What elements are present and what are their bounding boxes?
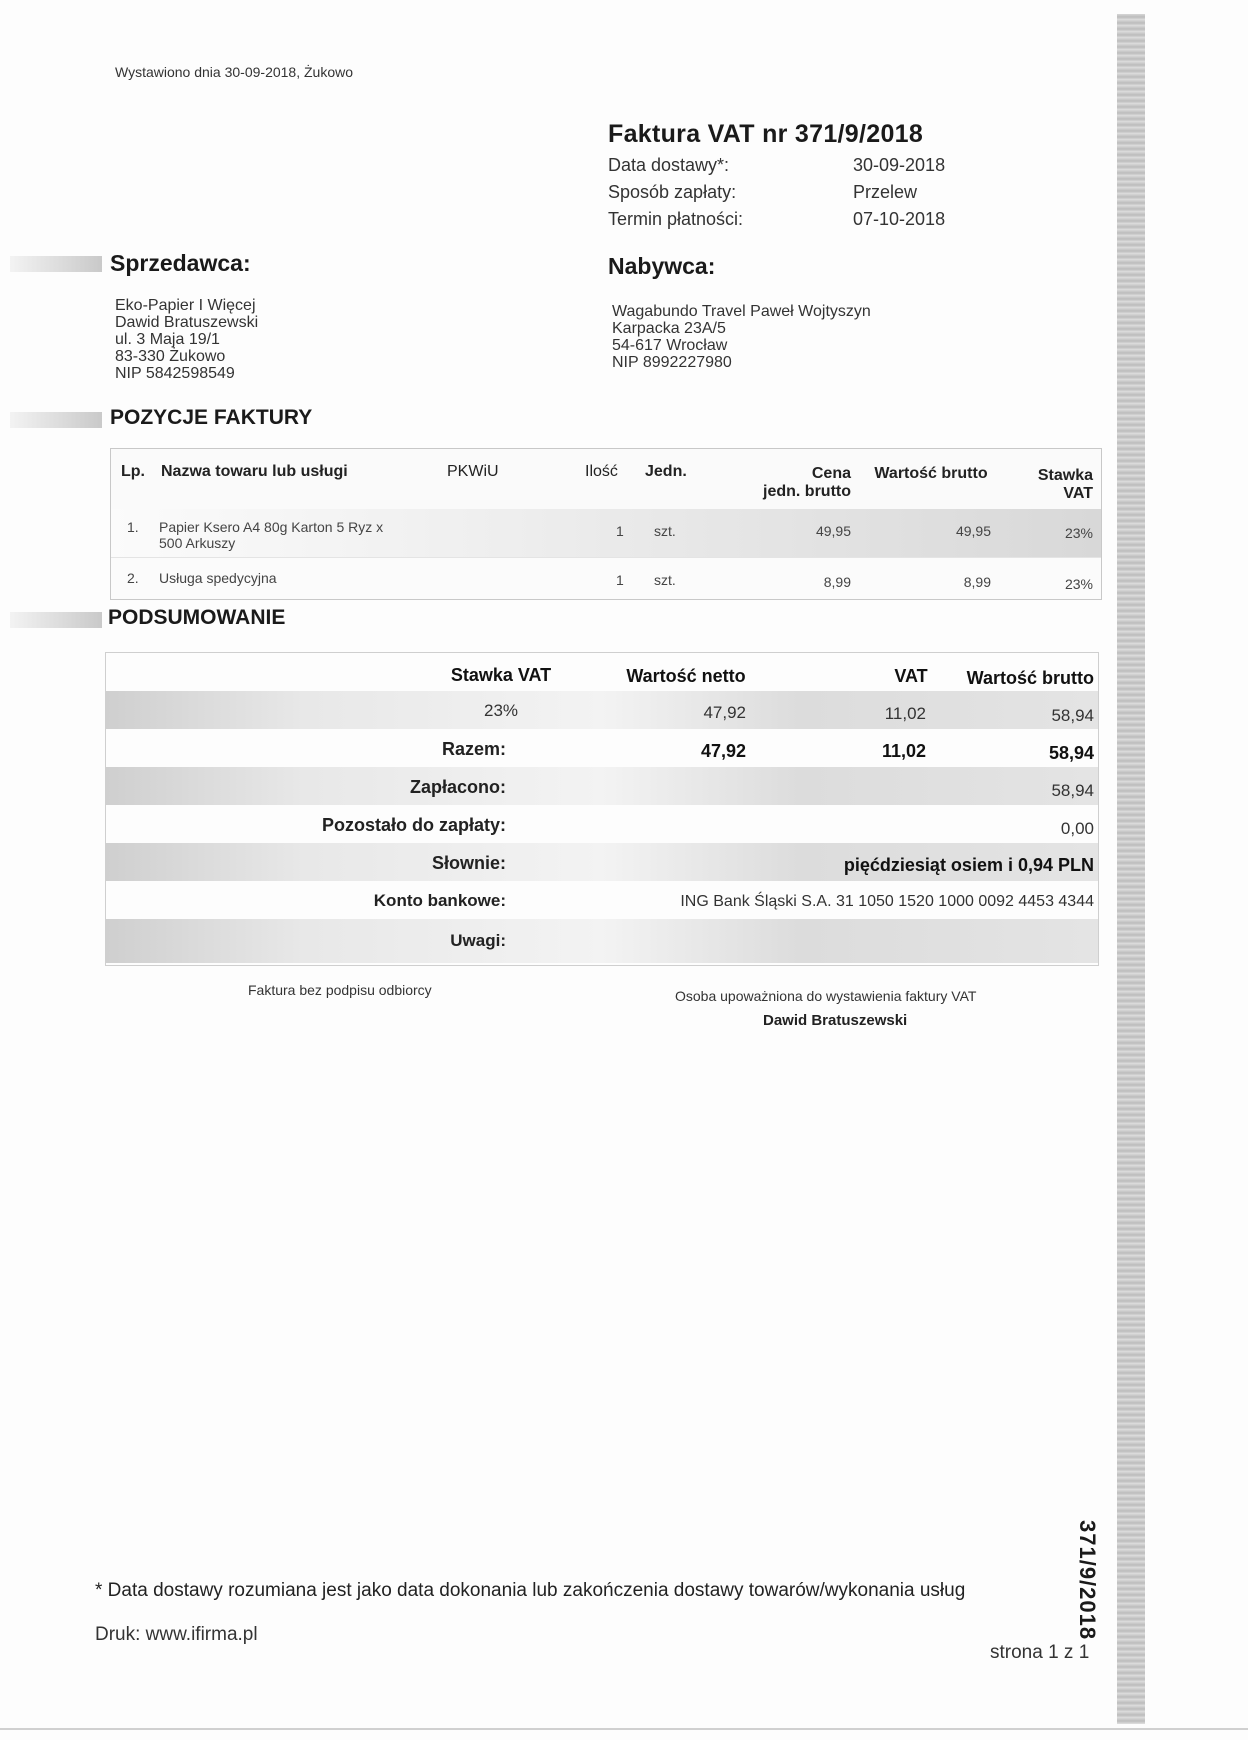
buyer-heading: Nabywca: [608, 253, 716, 279]
summary-rate-row [106, 691, 1098, 729]
sum-net-value: 47,92 [703, 703, 746, 722]
scan-bottom-edge [0, 1728, 1248, 1730]
remaining-value: 0,00 [1060, 819, 1094, 838]
sum-vat-value: 11,02 [884, 704, 926, 723]
col-price-line1: Cena [811, 465, 851, 482]
seller-line: Dawid Bratuszewski [115, 314, 259, 331]
signature-right-name: Dawid Bratuszewski [763, 1012, 908, 1029]
sum-rate-value: 23% [483, 701, 519, 720]
cell-vat: 23% [1064, 576, 1093, 592]
total-vat: 11,02 [881, 741, 926, 761]
buyer-line: 54-617 Wrocław [612, 337, 728, 354]
page-number: strona 1 z 1 [990, 1642, 1090, 1663]
invoice-title: Faktura VAT nr 371/9/2018 [608, 120, 924, 148]
sum-col-net: Wartość netto [626, 666, 746, 686]
meta-payment-method [608, 182, 958, 203]
buyer-line: Karpacka 23A/5 [612, 320, 726, 337]
col-unit: Jedn. [645, 463, 687, 480]
summary-total-row [106, 729, 1098, 767]
section-marker [10, 612, 102, 628]
seller-line: ul. 3 Maja 19/1 [115, 331, 220, 348]
summary-heading: PODSUMOWANIE [108, 606, 286, 629]
cell-gross: 49,95 [955, 523, 991, 539]
meta-label: Data dostawy*: [608, 155, 730, 175]
summary-header-row [106, 653, 1098, 691]
seller-address [115, 297, 258, 382]
cell-name-line2: 500 Arkuszy [159, 535, 236, 551]
sum-col-vat: VAT [894, 666, 928, 686]
words-label: Słownie: [431, 853, 506, 873]
col-qty: Ilość [585, 463, 618, 480]
summary-paid-row [106, 767, 1098, 805]
summary-bank-row [106, 881, 1098, 919]
meta-value: 30-09-2018 [853, 155, 946, 175]
meta-value: 07-10-2018 [853, 209, 946, 229]
section-marker [10, 256, 102, 272]
total-label: Razem: [441, 739, 506, 759]
buyer-line: Wagabundo Travel Paweł Wojtyszyn [612, 303, 871, 320]
signature-right-role: Osoba upoważniona do wystawienia faktury VAT [675, 988, 977, 1004]
cell-lp: 1. [127, 519, 139, 535]
cell-name-line1: Usługa spedycyjna [159, 570, 277, 586]
meta-label: Sposób zapłaty: [608, 182, 737, 202]
items-heading: POZYCJE FAKTURY [110, 406, 313, 429]
col-vat-line2: VAT [1063, 485, 1093, 502]
cell-qty: 1 [616, 572, 624, 588]
words-value: pięćdziesiąt osiem i 0,94 PLN [843, 855, 1094, 875]
col-name: Nazwa towaru lub usługi [161, 463, 348, 480]
seller-line: 83-330 Żukowo [115, 348, 226, 365]
signature-left: Faktura bez podpisu odbiorcy [248, 982, 432, 998]
remaining-label: Pozostało do zapłaty: [321, 815, 506, 835]
items-table [110, 448, 1102, 600]
cell-unit: szt. [654, 523, 676, 539]
total-gross: 58,94 [1048, 743, 1094, 763]
meta-delivery-date [608, 155, 958, 176]
side-invoice-number: 371/9/2018 [1075, 1520, 1100, 1641]
summary-remaining-row [106, 805, 1098, 843]
meta-value: Przelew [853, 182, 918, 202]
bank-value: ING Bank Śląski S.A. 31 1050 1520 1000 0092 4453 4344 [680, 893, 1094, 910]
seller-line: NIP 5842598549 [115, 365, 235, 382]
table-row [111, 557, 1101, 599]
cell-lp: 2. [127, 570, 139, 586]
cell-price: 8,99 [823, 574, 851, 590]
paid-label: Zapłacono: [409, 777, 506, 797]
buyer-address [612, 303, 871, 371]
cell-name-line1: Papier Ksero A4 80g Karton 5 Ryz x [159, 519, 384, 535]
buyer-line: NIP 8992227980 [612, 354, 732, 371]
scan-edge-strip [1117, 14, 1145, 1724]
items-table-header [111, 449, 1101, 510]
section-marker [10, 412, 102, 428]
printed-by: Druk: www.ifirma.pl [95, 1624, 258, 1645]
cell-qty: 1 [616, 523, 624, 539]
table-row [111, 509, 1101, 557]
meta-payment-due [608, 209, 958, 230]
bank-label: Konto bankowe: [373, 891, 506, 910]
col-price-line2: jedn. brutto [763, 483, 851, 500]
issue-date-line: Wystawiono dnia 30-09-2018, Żukowo [115, 64, 354, 80]
cell-gross: 8,99 [963, 574, 991, 590]
delivery-date-footnote: * Data dostawy rozumiana jest jako data dokonania lub zakończenia dostawy towarów/wykonania usług [95, 1580, 966, 1601]
paid-value: 58,94 [1051, 781, 1094, 800]
sum-col-rate: Stawka VAT [450, 665, 552, 685]
seller-line: Eko-Papier I Więcej [115, 297, 256, 314]
summary-words-row [106, 843, 1098, 881]
summary-table [105, 652, 1099, 966]
col-vat-line1: Stawka [1037, 467, 1093, 484]
total-net: 47,92 [700, 741, 746, 761]
seller-heading: Sprzedawca: [110, 250, 251, 276]
meta-label: Termin płatności: [608, 209, 744, 229]
sum-gross-value: 58,94 [1051, 706, 1094, 725]
sum-col-gross: Wartość brutto [966, 668, 1094, 688]
notes-label: Uwagi: [450, 931, 506, 950]
col-lp: Lp. [121, 463, 145, 480]
col-gross: Wartość brutto [874, 465, 988, 482]
col-pkwiu: PKWiU [447, 463, 499, 480]
cell-price: 49,95 [815, 523, 851, 539]
cell-vat: 23% [1064, 525, 1093, 541]
cell-unit: szt. [654, 572, 676, 588]
summary-notes-row [106, 919, 1098, 963]
